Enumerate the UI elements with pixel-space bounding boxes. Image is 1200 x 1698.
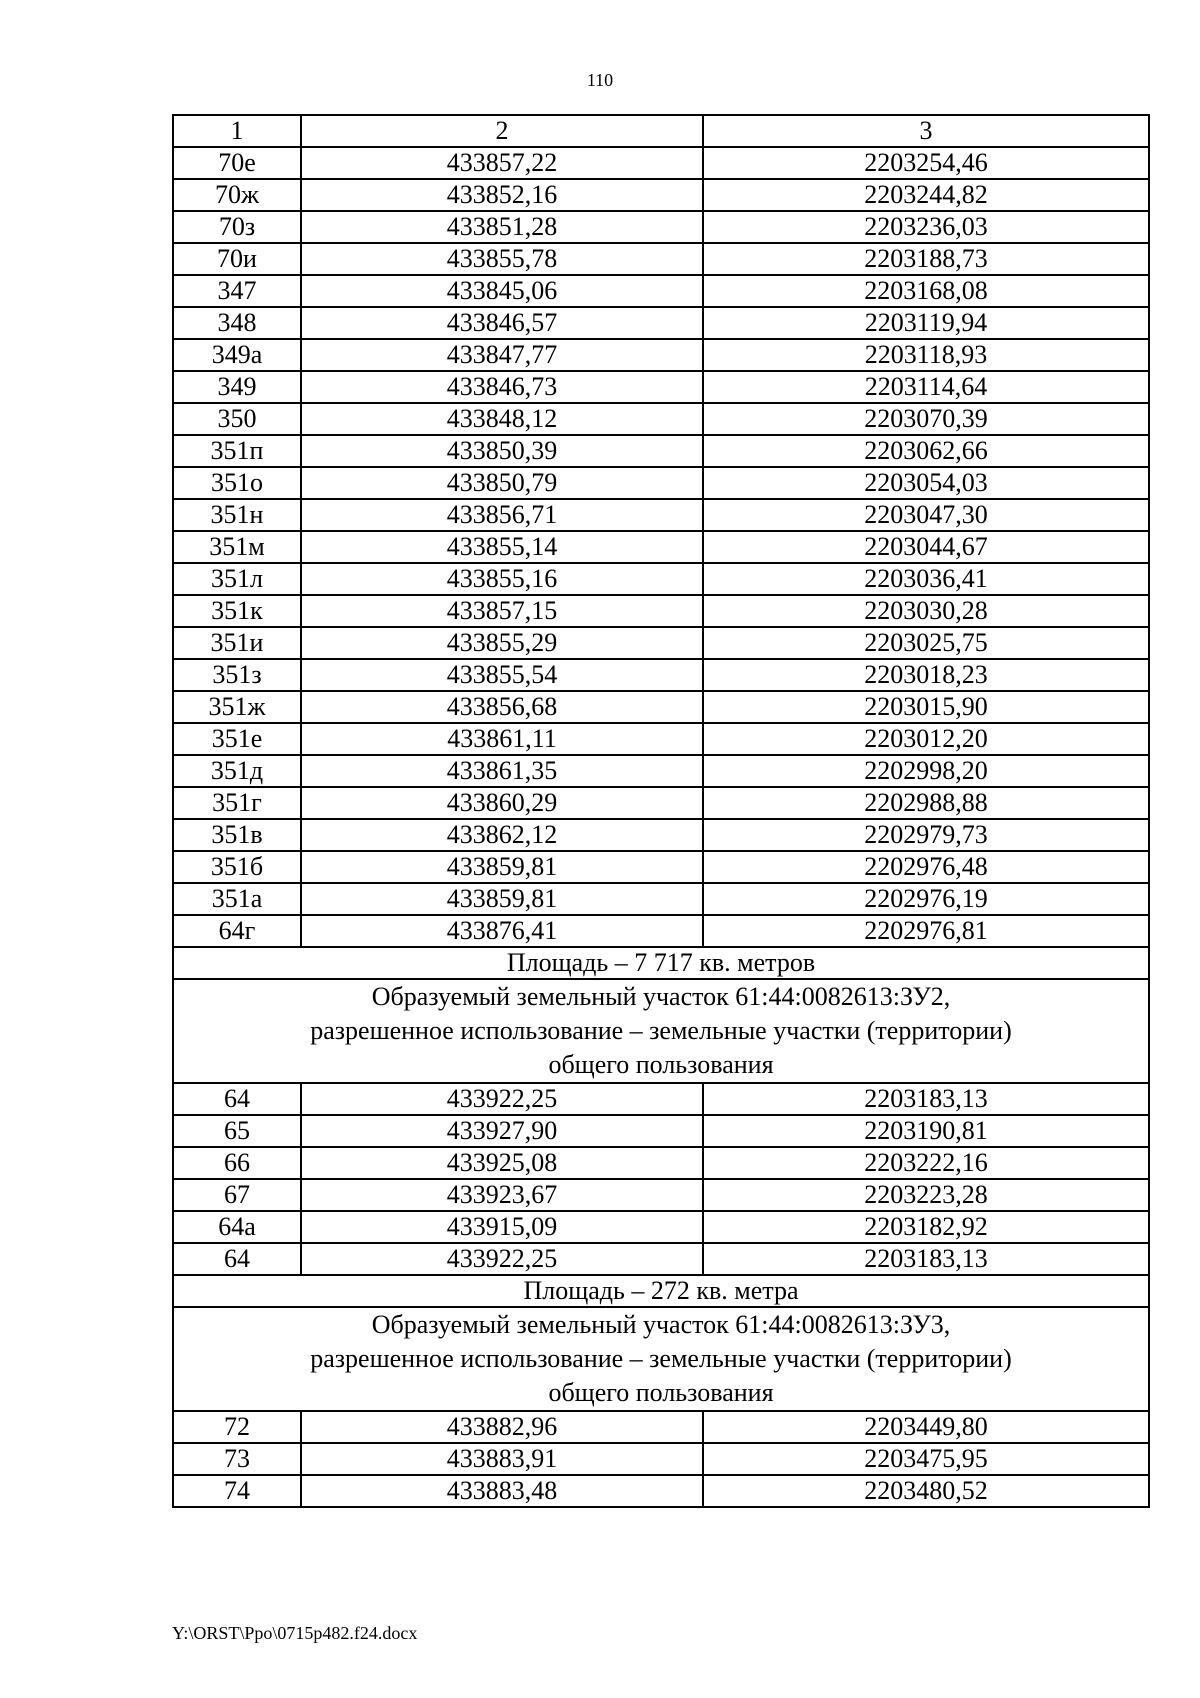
x-coordinate-cell: 433845,06 [301, 275, 703, 307]
point-number-cell: 70ж [173, 179, 301, 211]
point-number-cell: 351в [173, 819, 301, 851]
table-row [173, 275, 1149, 307]
point-number-cell: 349а [173, 339, 301, 371]
x-coordinate-cell: 433923,67 [301, 1179, 703, 1211]
y-coordinate-cell: 2203183,13 [703, 1083, 1149, 1115]
x-coordinate-cell: 433856,71 [301, 499, 703, 531]
point-number-cell: 351м [173, 531, 301, 563]
table-row [173, 1083, 1149, 1115]
table-row [173, 691, 1149, 723]
y-coordinate-cell: 2203254,46 [703, 147, 1149, 179]
x-coordinate-cell: 433862,12 [301, 819, 703, 851]
point-number-cell: 351л [173, 563, 301, 595]
y-coordinate-cell: 2203044,67 [703, 531, 1149, 563]
table-header-row [173, 115, 1149, 147]
y-coordinate-cell: 2203183,13 [703, 1243, 1149, 1275]
y-coordinate-cell: 2203036,41 [703, 563, 1149, 595]
point-number-cell: 349 [173, 371, 301, 403]
table-row [173, 1411, 1149, 1443]
section-heading-line: разрешенное использование – земельные участки (территории) [310, 1016, 1012, 1045]
x-coordinate-cell: 433855,54 [301, 659, 703, 691]
y-coordinate-cell: 2202976,48 [703, 851, 1149, 883]
y-coordinate-cell: 2203475,95 [703, 1443, 1149, 1475]
x-coordinate-cell: 433925,08 [301, 1147, 703, 1179]
y-coordinate-cell: 2203222,16 [703, 1147, 1149, 1179]
x-coordinate-cell: 433855,14 [301, 531, 703, 563]
section-heading-line: общего пользования [548, 1378, 774, 1407]
x-coordinate-cell: 433915,09 [301, 1211, 703, 1243]
point-number-cell: 351з [173, 659, 301, 691]
x-coordinate-cell: 433848,12 [301, 403, 703, 435]
point-number-cell: 351п [173, 435, 301, 467]
table-row [173, 723, 1149, 755]
x-coordinate-cell: 433927,90 [301, 1115, 703, 1147]
table-row [173, 403, 1149, 435]
y-coordinate-cell: 2203018,23 [703, 659, 1149, 691]
section-heading-row [173, 1307, 1149, 1411]
x-coordinate-cell: 433855,16 [301, 563, 703, 595]
point-number-cell: 66 [173, 1147, 301, 1179]
section-heading-line: разрешенное использование – земельные участки (территории) [310, 1344, 1012, 1373]
x-coordinate-cell: 433883,91 [301, 1443, 703, 1475]
table-row [173, 147, 1149, 179]
x-coordinate-cell: 433922,25 [301, 1083, 703, 1115]
point-number-cell: 351к [173, 595, 301, 627]
x-coordinate-cell: 433855,78 [301, 243, 703, 275]
y-coordinate-cell: 2202979,73 [703, 819, 1149, 851]
table-row [173, 755, 1149, 787]
table-row [173, 595, 1149, 627]
x-coordinate-cell: 433850,79 [301, 467, 703, 499]
point-number-cell: 64 [173, 1083, 301, 1115]
table-row [173, 211, 1149, 243]
x-coordinate-cell: 433852,16 [301, 179, 703, 211]
point-number-cell: 73 [173, 1443, 301, 1475]
table-row [173, 531, 1149, 563]
coordinates-table-body [173, 115, 1149, 1507]
y-coordinate-cell: 2203480,52 [703, 1475, 1149, 1507]
point-number-cell: 74 [173, 1475, 301, 1507]
header-cell-point: 1 [173, 115, 301, 147]
y-coordinate-cell: 2203182,92 [703, 1211, 1149, 1243]
point-number-cell: 72 [173, 1411, 301, 1443]
point-number-cell: 67 [173, 1179, 301, 1211]
y-coordinate-cell: 2202988,88 [703, 787, 1149, 819]
area-row [173, 1275, 1149, 1307]
y-coordinate-cell: 2202976,19 [703, 883, 1149, 915]
y-coordinate-cell: 2203244,82 [703, 179, 1149, 211]
point-number-cell: 351г [173, 787, 301, 819]
section-heading-line: общего пользования [548, 1050, 774, 1079]
x-coordinate-cell: 433861,11 [301, 723, 703, 755]
table-row [173, 1147, 1149, 1179]
coordinates-table [172, 114, 1150, 1508]
x-coordinate-cell: 433883,48 [301, 1475, 703, 1507]
header-cell-y: 3 [703, 115, 1149, 147]
x-coordinate-cell: 433857,15 [301, 595, 703, 627]
table-row [173, 883, 1149, 915]
point-number-cell: 347 [173, 275, 301, 307]
x-coordinate-cell: 433846,57 [301, 307, 703, 339]
point-number-cell: 64а [173, 1211, 301, 1243]
table-row [173, 467, 1149, 499]
section-heading-row [173, 979, 1149, 1083]
point-number-cell: 350 [173, 403, 301, 435]
y-coordinate-cell: 2203015,90 [703, 691, 1149, 723]
section-heading [173, 1307, 1149, 1411]
table-row [173, 339, 1149, 371]
x-coordinate-cell: 433859,81 [301, 851, 703, 883]
y-coordinate-cell: 2203118,93 [703, 339, 1149, 371]
point-number-cell: 70з [173, 211, 301, 243]
area-summary: Площадь – 272 кв. метра [173, 1275, 1149, 1307]
point-number-cell: 351н [173, 499, 301, 531]
area-row [173, 947, 1149, 979]
y-coordinate-cell: 2203449,80 [703, 1411, 1149, 1443]
point-number-cell: 351е [173, 723, 301, 755]
point-number-cell: 65 [173, 1115, 301, 1147]
table-row [173, 659, 1149, 691]
area-summary: Площадь – 7 717 кв. метров [173, 947, 1149, 979]
y-coordinate-cell: 2203025,75 [703, 627, 1149, 659]
table-row [173, 787, 1149, 819]
x-coordinate-cell: 433846,73 [301, 371, 703, 403]
y-coordinate-cell: 2202976,81 [703, 915, 1149, 947]
x-coordinate-cell: 433859,81 [301, 883, 703, 915]
header-cell-x: 2 [301, 115, 703, 147]
y-coordinate-cell: 2203062,66 [703, 435, 1149, 467]
y-coordinate-cell: 2203114,64 [703, 371, 1149, 403]
x-coordinate-cell: 433861,35 [301, 755, 703, 787]
y-coordinate-cell: 2203119,94 [703, 307, 1149, 339]
y-coordinate-cell: 2203188,73 [703, 243, 1149, 275]
table-row [173, 1211, 1149, 1243]
x-coordinate-cell: 433922,25 [301, 1243, 703, 1275]
y-coordinate-cell: 2202998,20 [703, 755, 1149, 787]
point-number-cell: 64г [173, 915, 301, 947]
x-coordinate-cell: 433860,29 [301, 787, 703, 819]
section-heading-line: Образуемый земельный участок 61:44:0082613:ЗУ3, [371, 1310, 951, 1339]
table-row [173, 1115, 1149, 1147]
table-row [173, 563, 1149, 595]
table-row [173, 1475, 1149, 1507]
point-number-cell: 351о [173, 467, 301, 499]
point-number-cell: 351д [173, 755, 301, 787]
x-coordinate-cell: 433850,39 [301, 435, 703, 467]
y-coordinate-cell: 2203012,20 [703, 723, 1149, 755]
x-coordinate-cell: 433847,77 [301, 339, 703, 371]
point-number-cell: 70и [173, 243, 301, 275]
table-row [173, 499, 1149, 531]
x-coordinate-cell: 433882,96 [301, 1411, 703, 1443]
point-number-cell: 351и [173, 627, 301, 659]
y-coordinate-cell: 2203236,03 [703, 211, 1149, 243]
y-coordinate-cell: 2203054,03 [703, 467, 1149, 499]
table-row [173, 851, 1149, 883]
x-coordinate-cell: 433857,22 [301, 147, 703, 179]
point-number-cell: 64 [173, 1243, 301, 1275]
point-number-cell: 70е [173, 147, 301, 179]
x-coordinate-cell: 433851,28 [301, 211, 703, 243]
y-coordinate-cell: 2203168,08 [703, 275, 1149, 307]
file-path-footer: Y:\ORST\Ppo\0715p482.f24.docx [172, 1623, 418, 1643]
point-number-cell: 348 [173, 307, 301, 339]
x-coordinate-cell: 433876,41 [301, 915, 703, 947]
table-row [173, 179, 1149, 211]
page-number: 110 [586, 70, 614, 90]
table-row [173, 243, 1149, 275]
y-coordinate-cell: 2203070,39 [703, 403, 1149, 435]
table-row [173, 627, 1149, 659]
section-heading [173, 979, 1149, 1083]
x-coordinate-cell: 433856,68 [301, 691, 703, 723]
table-row [173, 1243, 1149, 1275]
y-coordinate-cell: 2203223,28 [703, 1179, 1149, 1211]
table-row [173, 1179, 1149, 1211]
table-row [173, 819, 1149, 851]
table-row [173, 915, 1149, 947]
point-number-cell: 351ж [173, 691, 301, 723]
y-coordinate-cell: 2203047,30 [703, 499, 1149, 531]
y-coordinate-cell: 2203030,28 [703, 595, 1149, 627]
table-row [173, 307, 1149, 339]
section-heading-line: Образуемый земельный участок 61:44:0082613:ЗУ2, [371, 982, 951, 1011]
point-number-cell: 351б [173, 851, 301, 883]
x-coordinate-cell: 433855,29 [301, 627, 703, 659]
y-coordinate-cell: 2203190,81 [703, 1115, 1149, 1147]
table-row [173, 1443, 1149, 1475]
table-row [173, 435, 1149, 467]
table-row [173, 371, 1149, 403]
point-number-cell: 351а [173, 883, 301, 915]
